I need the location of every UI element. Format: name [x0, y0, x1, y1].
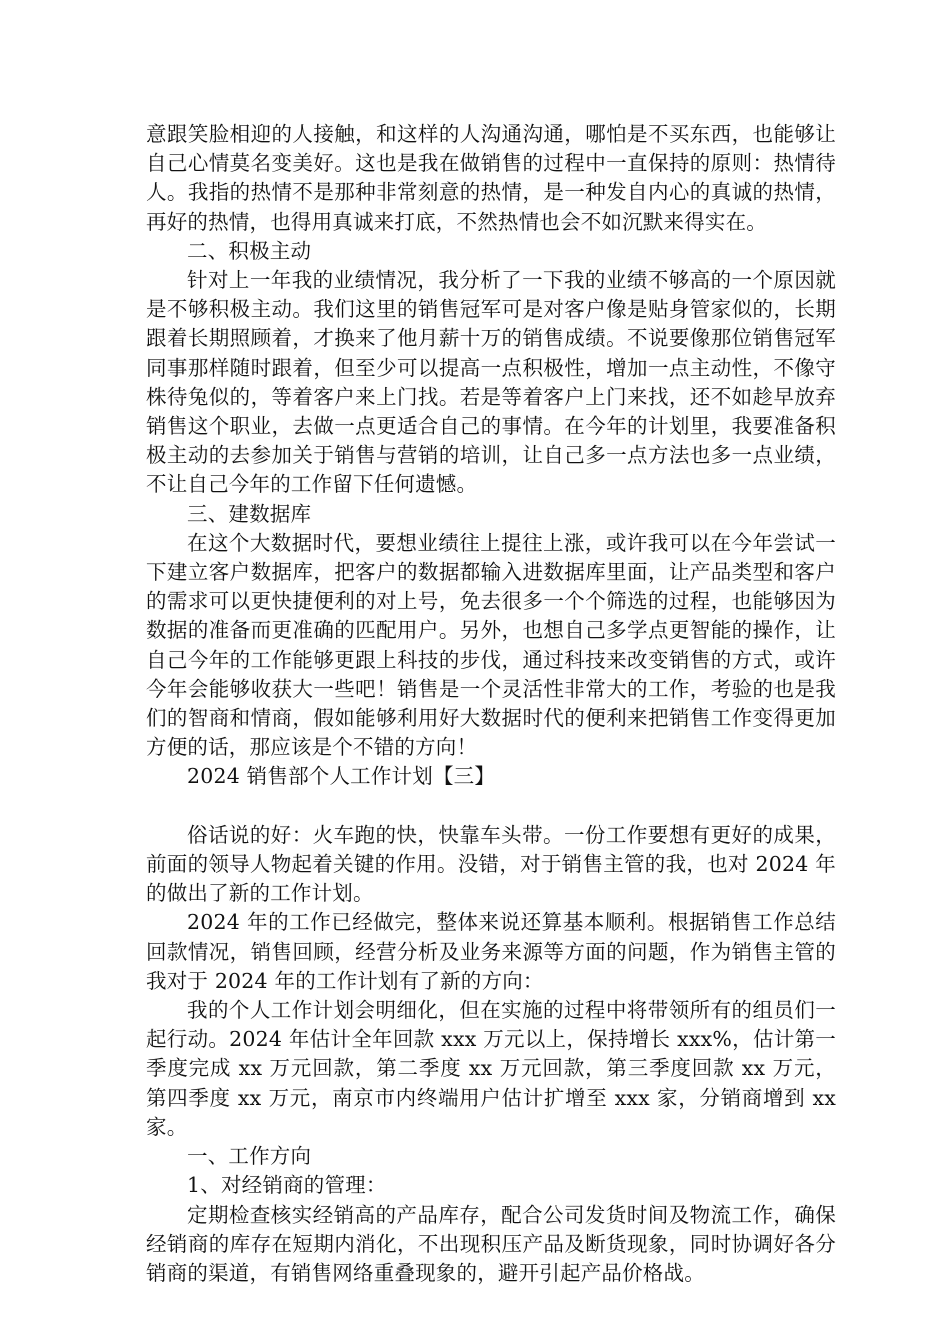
section-heading-proactive: 二、积极主动	[187, 238, 312, 263]
section-heading-database: 三、建数据库	[187, 501, 312, 526]
paragraph-distributors: 定期检查核实经销高的产品库存，配合公司发货时间及物流工作，确保经销商的库存在短期内消化，不出现积压产品及断货现象，同时协调好各分销商的渠道，有销售网络重叠现象的，避开引起产品价格战。	[146, 1202, 836, 1285]
paragraph-intro: 俗话说的好：火车跑的快，快靠车头带。一份工作要想有更好的成果，前面的领导人物起着关键的作用。没错，对于销售主管的我，也对 2024 年的做出了新的工作计划。	[146, 822, 836, 906]
section-heading-direction: 一、工作方向	[187, 1144, 312, 1169]
subsection-heading-distributors: 1、对经销商的管理：	[187, 1173, 387, 1198]
plan-title: 2024 销售部个人工作计划【三】	[187, 764, 496, 789]
paragraph-database: 在这个大数据时代，要想业绩往上提往上涨，或许我可以在今年尝试一下建立客户数据库，把客户的数据都输入进数据库里面，让产品类型和客户的需求可以更快捷便利的对上号，免去很多一个个筛选的过程，也能够因为数据的准备而更准确的匹配用户。另外，也想自己多学点更智能的操作，让自己今年的工作能够更跟上科技的步伐，通过科技来改变销售的方式，或许今年会能够收获大一些吧！销售是一个灵活性非常大的工作，考验的也是我们的智商和情商，假如能够利用好大数据时代的便利来把销售工作变得更加方便的话，那应该是个不错的方向！	[146, 530, 836, 760]
document-body	[146, 120, 836, 1288]
paragraph-continuation: 意跟笑脸相迎的人接触，和这样的人沟通沟通，哪怕是不买东西，也能够让自己心情莫名变美好。这也是我在做销售的过程中一直保持的原则：热情待人。我指的热情不是那种非常刻意的热情，是一种发自内心的真诚的热情，再好的热情，也得用真诚来打底，不然热情也会不如沉默来得实在。	[146, 122, 836, 234]
paragraph-proactive: 针对上一年我的业绩情况，我分析了一下我的业绩不够高的一个原因就是不够积极主动。我们这里的销售冠军可是对客户像是贴身管家似的，长期跟着长期照顾着，才换来了他月薪十万的销售成绩。不说要像那位销售冠军同事那样随时跟着，但至少可以提高一点积极性，增加一点主动性，不像守株待兔似的，等着客户来上门找。若是等着客户上门来找，还不如趁早放弃销售这个职业，去做一点更适合自己的事情。在今年的计划里，我要准备积极主动的去参加关于销售与营销的培训，让自己多一点方法也多一点业绩，不让自己今年的工作留下任何遗憾。	[146, 268, 836, 497]
paragraph-targets: 我的个人工作计划会明细化，但在实施的过程中将带领所有的组员们一起行动。2024 年估计全年回款 xxx 万元以上，保持增长 xxx%，估计第一季度完成 xx 万元回款，第二季度 xx 万元回款，第三季度回款 xx 万元，第四季度 xx 万元，南京市内终端用户估计扩增至 xxx 家，分销商增到 xx 家。	[146, 998, 836, 1139]
paragraph-review: 2024 年的工作已经做完，整体来说还算基本顺利。根据销售工作总结回款情况，销售回顾，经营分析及业务来源等方面的问题，作为销售主管的我对于 2024 年的工作计划有了新的方向：	[146, 910, 836, 993]
blank-line	[146, 792, 836, 821]
